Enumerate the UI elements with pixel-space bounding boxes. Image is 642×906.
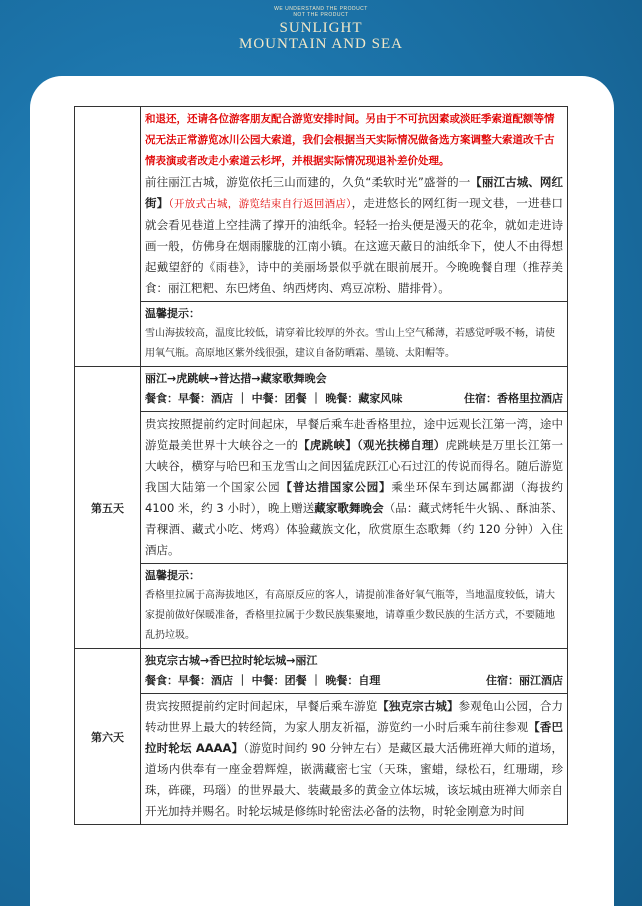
meals-text: 餐食：早餐：酒店 ｜ 中餐：团餐 ｜ 晚餐：藏家风味 bbox=[145, 392, 403, 405]
table-row bbox=[75, 107, 568, 302]
table-row bbox=[75, 412, 568, 564]
highlight-tiger-leaping-gorge: 【虎跳峡】（观光扶梯自理） bbox=[298, 438, 446, 452]
red-note-inline: （开放式古城，游览结束自行返回酒店） bbox=[168, 198, 352, 210]
day6-content bbox=[141, 694, 568, 825]
route-title: 丽江→虎跳峡→普达措→藏家歌舞晚会 bbox=[145, 372, 327, 385]
day5-header bbox=[141, 367, 568, 412]
text-span: （品：藏式烤牦牛火锅、、酥油茶、青稞酒、藏式小吃、烤鸡）体验藏族文化，欣赏原生态歌舞（约 120 分钟）入住酒店。 bbox=[145, 501, 563, 557]
tip-title: 温馨提示： bbox=[145, 569, 200, 582]
table-row bbox=[75, 367, 568, 412]
text-span: （游览时间约 90 分钟左右）是藏区最大活佛班禅大师的道场，道场内供奉有一座金碧辉煌，嵌满藏密七宝（天珠，蜜蜡，绿松石，红珊瑚，珍珠，砗磲，玛瑙）的世界最大、装藏最多的黄金立体坛城，该坛城由班禅大师亲自开光加持并赐名。时轮坛城是修练时轮密法必备的法物，时轮金刚意为时间 bbox=[145, 741, 563, 818]
highlight-tibetan-dance: 藏家歌舞晚会 bbox=[314, 501, 384, 515]
day5-tip bbox=[141, 564, 568, 649]
text-span: 虎跳峡是万里长江第一大峡谷，横穿与哈巴和玉龙雪山之间因猛虎跃江心石过江的传说而得名。随后游览我国大陆第一个国家公园 bbox=[145, 438, 564, 494]
day4-tip bbox=[141, 302, 568, 367]
text-span: 参观龟山公园，合力转动世界上最大的转经筒，为家人朋友祈福，游览约一小时后乘车前往参观 bbox=[145, 699, 564, 734]
text-span: 乘坐环保车到达属都湖（海拔约 4100 米，约 3 小时），晚上赠送 bbox=[145, 480, 564, 515]
day4-paragraph bbox=[145, 172, 563, 299]
day5-paragraph bbox=[145, 414, 563, 561]
table-row bbox=[75, 694, 568, 825]
day-label-5: 第五天 bbox=[75, 367, 141, 649]
text-span: 前往丽江古城，游览依托三山而建的，久负“柔软时光”盛誉的一 bbox=[145, 175, 471, 189]
itinerary-table bbox=[74, 106, 568, 825]
meal-line bbox=[145, 671, 563, 691]
meals-text: 餐食：早餐：酒店 ｜ 中餐：团餐 ｜ 晚餐：自理 bbox=[145, 674, 381, 687]
brand-tagline-1: WE UNDERSTAND THE PRODUCT bbox=[274, 6, 368, 12]
brand-title-line2: MOUNTAIN AND SEA bbox=[239, 36, 403, 52]
day-label-6: 第六天 bbox=[75, 649, 141, 825]
tip-title: 温馨提示： bbox=[145, 307, 200, 320]
day6-paragraph bbox=[145, 696, 563, 822]
hotel-text: 住宿：丽江酒店 bbox=[486, 674, 563, 687]
highlight-pudacuo: 【普达措国家公园】 bbox=[280, 480, 392, 494]
table-row bbox=[75, 649, 568, 694]
day-cell-empty bbox=[75, 107, 141, 367]
tip-text: 雪山海拔较高，温度比较低，请穿着比较厚的外衣。雪山上空气稀薄，若感觉呼吸不畅，请使用氧气瓶。高原地区紫外线很强，建议自备防晒霜、墨镜、太阳帽等。 bbox=[145, 328, 555, 359]
day4-content bbox=[141, 107, 568, 302]
hotel-text: 住宿：香格里拉酒店 bbox=[464, 392, 563, 405]
table-row bbox=[75, 302, 568, 367]
text-span: 贵宾按照提前约定时间起床，早餐后乘车游览 bbox=[145, 699, 378, 713]
meal-line bbox=[145, 389, 563, 409]
brand-title-line1: SUNLIGHT bbox=[279, 20, 363, 36]
table-row bbox=[75, 564, 568, 649]
red-notice: 和退还，还请各位游客朋友配合游览安排时间。另由于不可抗因素或淡旺季索道配额等情况无法正常游览冰川公园大索道，我们会根据当天实际情况做备选方案调整大索道改千古情表演或者改走小索道云杉坪，并根据实际情况现退补差价处理。 bbox=[145, 113, 555, 167]
highlight-lijiang-old-town: 【丽江古城、网红街】 bbox=[145, 175, 563, 210]
route-title: 独克宗古城→香巴拉时轮坛城→丽江 bbox=[145, 654, 318, 667]
highlight-shambhala: 【香巴拉时轮坛 AAAA】 bbox=[145, 720, 564, 755]
text-span: ，走进悠长的网红街一现文巷，一进巷口就会看见巷道上空挂满了撑开的油纸伞。轻轻一抬头便是漫天的花伞，就如走进诗画一般，仿佛身在烟雨朦胧的江南小镇。在这遮天蔽日的油纸伞下，使人不由得想起戴望舒的《雨巷》，诗中的美丽场景似乎就在眼前展开。今晚晚餐自理（推荐美食：丽江粑粑、东巴烤鱼、纳西烤肉、鸡豆凉粉、腊排骨）。 bbox=[145, 196, 564, 295]
itinerary-card bbox=[30, 76, 614, 906]
text-span: 贵宾按照提前约定时间起床，早餐后乘车赴香格里拉，途中远观长江第一湾，途中游览最美世界十大峡谷之一的 bbox=[145, 417, 563, 452]
highlight-dukezong: 【独克宗古城】 bbox=[377, 699, 459, 713]
day6-header bbox=[141, 649, 568, 694]
brand-header bbox=[0, 6, 642, 52]
day5-content bbox=[141, 412, 568, 564]
tip-text: 香格里拉属于高海拔地区，有高原反应的客人，请提前准备好氧气瓶等，当地温度较低，请大家提前做好保暖准备，香格里拉属于少数民族集聚地，请尊重少数民族的生活方式，不要随地乱扔垃圾。 bbox=[145, 590, 555, 641]
brand-tagline-2: NOT THE PRODUCT bbox=[293, 12, 349, 18]
